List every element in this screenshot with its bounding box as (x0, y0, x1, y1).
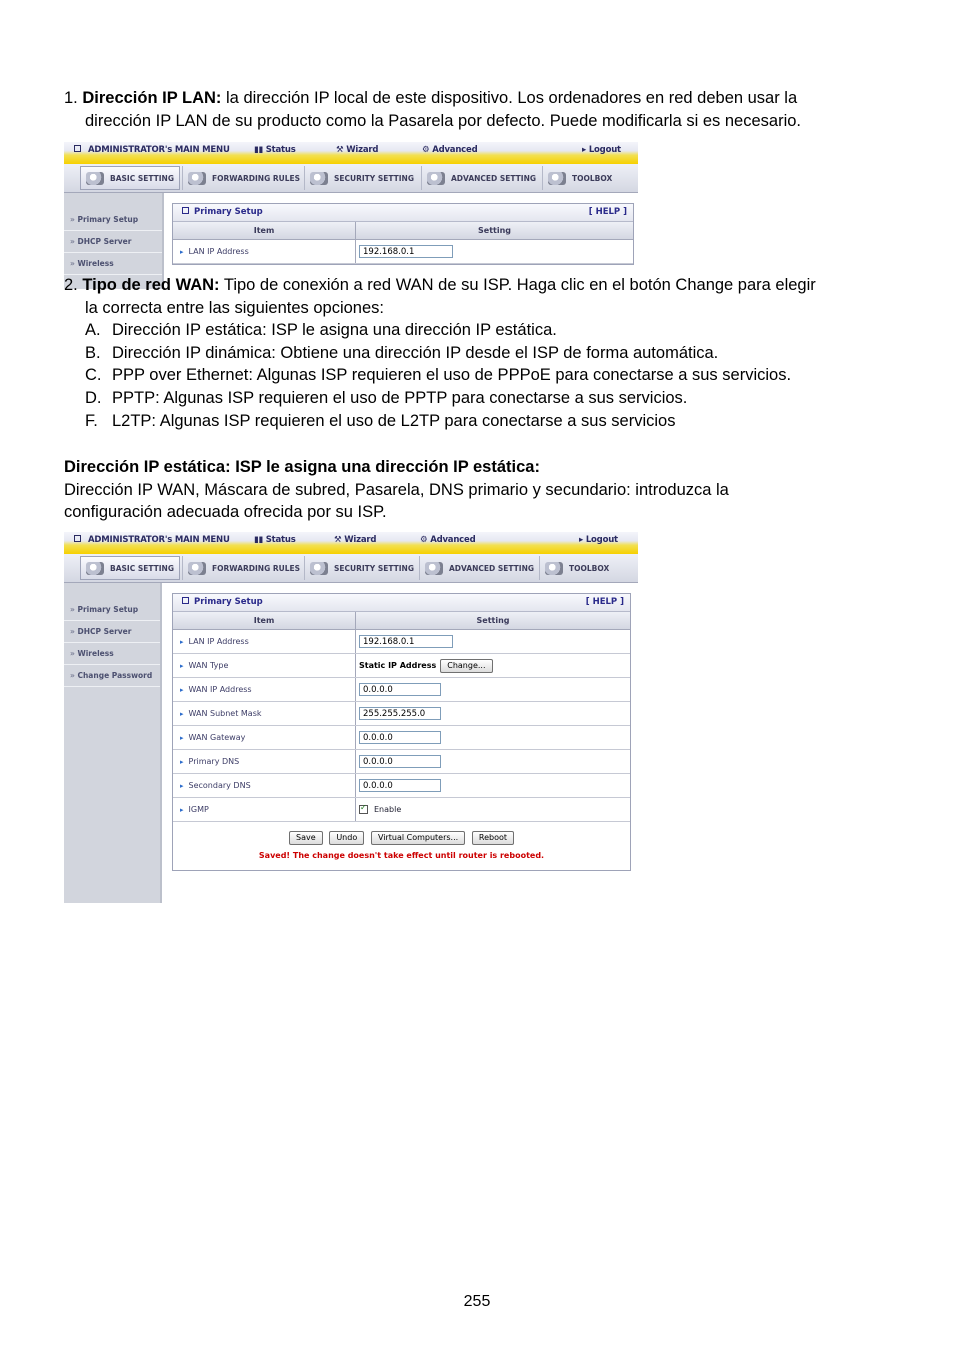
column-item: Item (173, 222, 356, 239)
table-row (173, 654, 630, 678)
item1-number: 1. (64, 89, 78, 107)
status-link[interactable]: ▮▮ Status (254, 145, 296, 155)
tab-security-setting[interactable]: SECURITY SETTING (304, 556, 419, 580)
nav-tabs (64, 554, 638, 583)
advanced-setting-icon (427, 172, 445, 185)
panel-header (173, 204, 633, 222)
table-row (173, 702, 630, 726)
lan-ip-label: ▸ LAN IP Address (173, 630, 356, 653)
basic-setting-icon (86, 562, 104, 575)
item2-term: Tipo de red WAN: (82, 276, 220, 294)
help-link[interactable]: [ HELP ] (588, 207, 627, 217)
wan-options-list (64, 319, 816, 432)
toolbox-icon (548, 172, 566, 185)
security-icon (310, 562, 328, 575)
tab-basic-setting[interactable]: BASIC SETTING (80, 556, 180, 580)
wan-subnet-mask-input[interactable]: 255.255.255.0 (359, 707, 441, 720)
igmp-enable-label: Enable (374, 805, 402, 814)
undo-button[interactable]: Undo (329, 831, 364, 845)
item2-line1 (64, 274, 816, 297)
advanced-link[interactable]: ⚙ Advanced (422, 145, 478, 155)
tab-forwarding-rules[interactable]: FORWARDING RULES (182, 556, 302, 580)
static-ip-heading: Dirección IP estática: ISP le asigna una dirección IP estática: (64, 458, 540, 476)
forwarding-icon (188, 562, 206, 575)
panel-header (173, 594, 630, 612)
logout-link[interactable]: ▸ Logout (582, 145, 621, 155)
table-row (173, 678, 630, 702)
list-item: F. L2TP: Algunas ISP requieren el uso de L2TP para conectarse a sus servicios (85, 411, 676, 430)
screenshot-static-ip (64, 532, 638, 903)
basic-setting-icon (86, 172, 104, 185)
panel-footer (173, 822, 630, 870)
igmp-checkbox[interactable] (359, 805, 368, 814)
wan-gateway-input[interactable]: 0.0.0.0 (359, 731, 441, 744)
advanced-link[interactable]: ⚙ Advanced (420, 535, 476, 545)
top-menu-bar (64, 532, 638, 554)
page-number: 255 (463, 1293, 491, 1310)
sidebar-item-dhcp-server[interactable]: » DHCP Server (64, 231, 162, 253)
table-row (173, 774, 630, 798)
static-ip-section (64, 456, 729, 524)
igmp-label: ▸ IGMP (173, 798, 356, 821)
top-menu-bar (64, 142, 638, 164)
table-row (173, 240, 633, 264)
list-item: A. Dirección IP estática: ISP le asigna una dirección IP estática. (85, 321, 557, 340)
tab-security-setting[interactable]: SECURITY SETTING (304, 166, 419, 190)
table-row (173, 726, 630, 750)
item2-text: Tipo de conexión a red WAN de su ISP. Haga clic en el botón Change para elegir (223, 276, 816, 294)
column-item: Item (173, 612, 356, 629)
tab-toolbox[interactable]: TOOLBOX (539, 556, 617, 580)
list-item: B. Dirección IP dinámica: Obtiene una dirección IP desde el ISP de forma automática. (85, 343, 719, 362)
change-button[interactable]: Change... (440, 659, 492, 673)
sidebar-item-primary-setup[interactable]: » Primary Setup (64, 599, 160, 621)
save-button[interactable]: Save (289, 831, 323, 845)
lan-ip-input[interactable]: 192.168.0.1 (359, 245, 453, 258)
saved-message: Saved! The change doesn't take effect until router is rebooted. (258, 851, 545, 860)
reboot-button[interactable]: Reboot (472, 831, 514, 845)
tab-advanced-setting[interactable]: ADVANCED SETTING (421, 166, 541, 190)
primary-setup-panel (172, 593, 631, 871)
column-setting: Setting (478, 226, 511, 235)
item1-term: Dirección IP LAN: (82, 89, 222, 107)
wan-type-value: Static IP Address (359, 661, 437, 670)
item2-number: 2. (64, 276, 78, 294)
wizard-link[interactable]: ⚒ Wizard (334, 535, 377, 545)
secondary-dns-input[interactable]: 0.0.0.0 (359, 779, 441, 792)
sidebar-item-wireless[interactable]: » Wireless (64, 643, 160, 665)
lan-ip-input[interactable]: 192.168.0.1 (359, 635, 453, 648)
screenshot-lan (64, 142, 638, 268)
main-menu-link[interactable]: ADMINISTRATOR's MAIN MENU (74, 145, 230, 155)
wan-subnet-mask-label: ▸ WAN Subnet Mask (173, 702, 356, 725)
panel-title: Primary Setup (182, 597, 263, 607)
wan-gateway-label: ▸ WAN Gateway (173, 726, 356, 749)
toolbox-icon (545, 562, 563, 575)
secondary-dns-label: ▸ Secondary DNS (173, 774, 356, 797)
sidebar-item-dhcp-server[interactable]: » DHCP Server (64, 621, 160, 643)
wizard-link[interactable]: ⚒ Wizard (336, 145, 379, 155)
forwarding-icon (188, 172, 206, 185)
table-row (173, 798, 630, 822)
logout-link[interactable]: ▸ Logout (579, 535, 618, 545)
item1-line2: dirección IP LAN de su producto como la Pasarela por defecto. Puede modificarla si es necesario. (85, 111, 802, 130)
item2-line2: la correcta entre las siguientes opciones: (85, 298, 384, 317)
column-setting: Setting (476, 616, 510, 625)
table-header (173, 222, 633, 240)
primary-dns-input[interactable]: 0.0.0.0 (359, 755, 441, 768)
nav-tabs (64, 164, 638, 193)
table-row (173, 750, 630, 774)
security-icon (310, 172, 328, 185)
tab-basic-setting[interactable]: BASIC SETTING (80, 166, 180, 190)
tab-advanced-setting[interactable]: ADVANCED SETTING (419, 556, 539, 580)
sidebar (64, 583, 162, 903)
item1-text: la dirección IP local de este dispositivo. Los ordenadores en red deben usar la (226, 89, 798, 107)
virtual-computers-button[interactable]: Virtual Computers... (371, 831, 465, 845)
list-item: D. PPTP: Algunas ISP requieren el uso de PPTP para conectarse a sus servicios. (85, 388, 688, 407)
item2-paragraph (64, 274, 816, 432)
item1-line1 (64, 87, 801, 110)
primary-dns-label: ▸ Primary DNS (173, 750, 356, 773)
item1-paragraph (64, 87, 801, 132)
lan-ip-label: ▸ LAN IP Address (173, 240, 356, 263)
primary-setup-panel (172, 203, 634, 265)
static-ip-line1: Dirección IP WAN, Máscara de subred, Pasarela, DNS primario y secundario: introduzca la (64, 480, 729, 499)
table-row (173, 630, 630, 654)
main-menu-link[interactable]: ADMINISTRATOR's MAIN MENU (74, 535, 230, 545)
wan-ip-input[interactable]: 0.0.0.0 (359, 683, 441, 696)
sidebar-item-primary-setup[interactable]: » Primary Setup (64, 209, 162, 231)
tab-toolbox[interactable]: TOOLBOX (542, 166, 620, 190)
wan-ip-label: ▸ WAN IP Address (173, 678, 356, 701)
advanced-setting-icon (425, 562, 443, 575)
sidebar-item-change-password[interactable]: » Change Password (64, 665, 160, 687)
sidebar-item-wireless[interactable]: » Wireless (64, 253, 162, 275)
status-link[interactable]: ▮▮ Status (254, 535, 296, 545)
help-link[interactable]: [ HELP ] (585, 597, 624, 607)
list-item: C. PPP over Ethernet: Algunas ISP requieren el uso de PPPoE para conectarse a sus servicios. (85, 366, 792, 385)
tab-forwarding-rules[interactable]: FORWARDING RULES (182, 166, 302, 190)
table-header (173, 612, 630, 630)
wan-type-label: ▸ WAN Type (173, 654, 356, 677)
static-ip-line2: configuración adecuada ofrecida por su ISP. (64, 503, 387, 522)
panel-title: Primary Setup (182, 207, 263, 217)
